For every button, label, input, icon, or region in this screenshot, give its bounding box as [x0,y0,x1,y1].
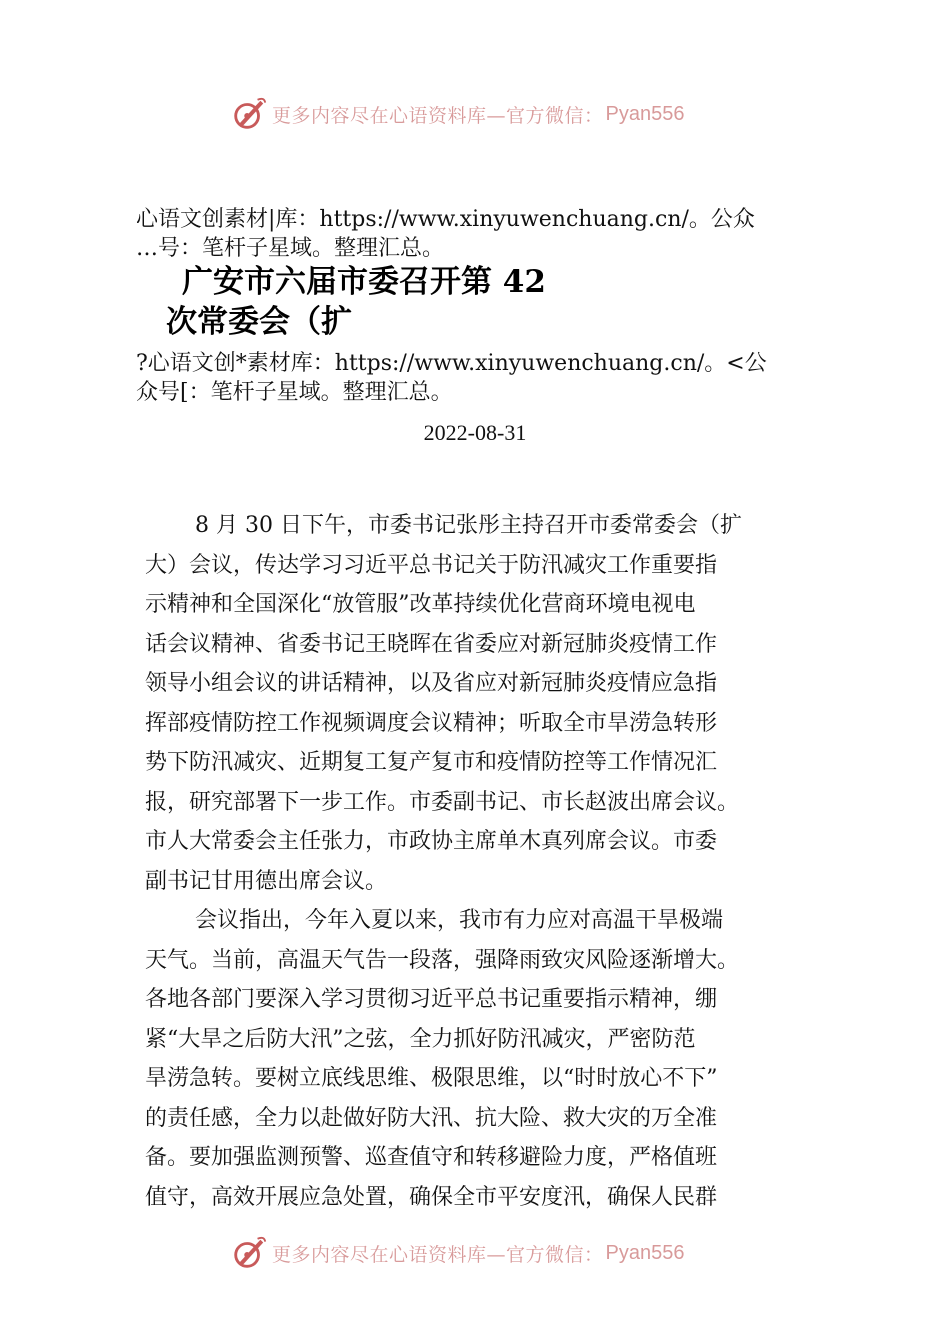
body-line: 副书记甘用德出席会议。 [145,868,388,894]
source-note-line: 众号[：笔杆子星域。整理汇总。 [136,380,453,405]
source-note-line: …号：笔杆子星域。整理汇总。 [136,236,445,261]
article-date: 2022-08-31 [423,420,527,445]
body-line: 天气。当前，高温天气告一段落，强降雨致灾风险逐渐增大。 [145,947,740,973]
body-line: 值守，高效开展应急处置，确保全市平安度汛，确保人民群 [145,1184,718,1210]
footer-banner [230,1233,684,1273]
body-line: 挥部疫情防控工作视频调度会议精神；听取全市旱涝急转形 [145,710,718,736]
body-line: 领导小组会议的讲话精神，以及省应对新冠肺炎疫情应急指 [145,671,718,696]
body-line: 紧“大旱之后防大汛”之弦，全力抓好防汛减灾，严密防范 [145,1026,696,1052]
body-line: 话会议精神、省委书记王晓晖在省委应对新冠肺炎疫情工作 [145,631,718,657]
header-banner [230,94,684,134]
body-line: 备。要加强监测预警、巡查值守和转移避险力度，严格值班 [145,1145,718,1170]
body-line: 大）会议，传达学习习近平总书记关于防汛减灾工作重要指 [145,552,718,578]
body-line: 旱涝急转。要树立底线思维、极限思维，以“时时放心不下” [145,1066,718,1091]
source-note-2 [136,349,826,407]
source-note-line: 心语文创素材|库：https://www.xinyuwenchuang.cn/。公众 [136,207,755,232]
quill-logo-icon [230,1234,268,1272]
body-line: 示精神和全国深化“放管服”改革持续优化营商环境电视电 [145,592,696,617]
banner-wechat-id: Pyan556 [605,102,685,125]
body-line: 报，研究部署下一步工作。市委副书记、市长赵波出席会议。 [145,789,740,815]
body-line: 8 月 30 日下午，市委书记张彤主持召开市委常委会（扩 [195,513,742,538]
quill-logo-icon [230,95,268,133]
article-body [145,506,810,1217]
paragraph-2 [145,901,810,1217]
banner-wechat-id: Pyan556 [605,1241,685,1264]
article-title [160,262,546,342]
source-note-line: ?心语文创*素材库：https://www.xinyuwenchuang.cn/。<公 [136,351,767,376]
banner-text: 更多内容尽在心语资料库—官方微信： [272,104,604,127]
banner-text: 更多内容尽在心语资料库—官方微信： [272,1243,604,1266]
body-line: 各地各部门要深入学习贯彻习近平总书记重要指示精神，绷 [145,987,718,1012]
body-line: 的责任感，全力以赴做好防大汛、抗大险、救大灾的万全准 [145,1105,718,1131]
body-line: 会议指出，今年入夏以来，我市有力应对高温干旱极端 [195,908,724,933]
body-line: 势下防汛减灾、近期复工复产复市和疫情防控等工作情况汇 [145,750,718,775]
title-line: 广安市六届市委召开第 42 [182,264,546,300]
paragraph-1 [145,506,810,901]
body-line: 市人大常委会主任张力，市政协主席单木真列席会议。市委 [145,829,718,854]
title-line: 次常委会（扩 [166,304,352,340]
source-note-1 [136,205,826,263]
